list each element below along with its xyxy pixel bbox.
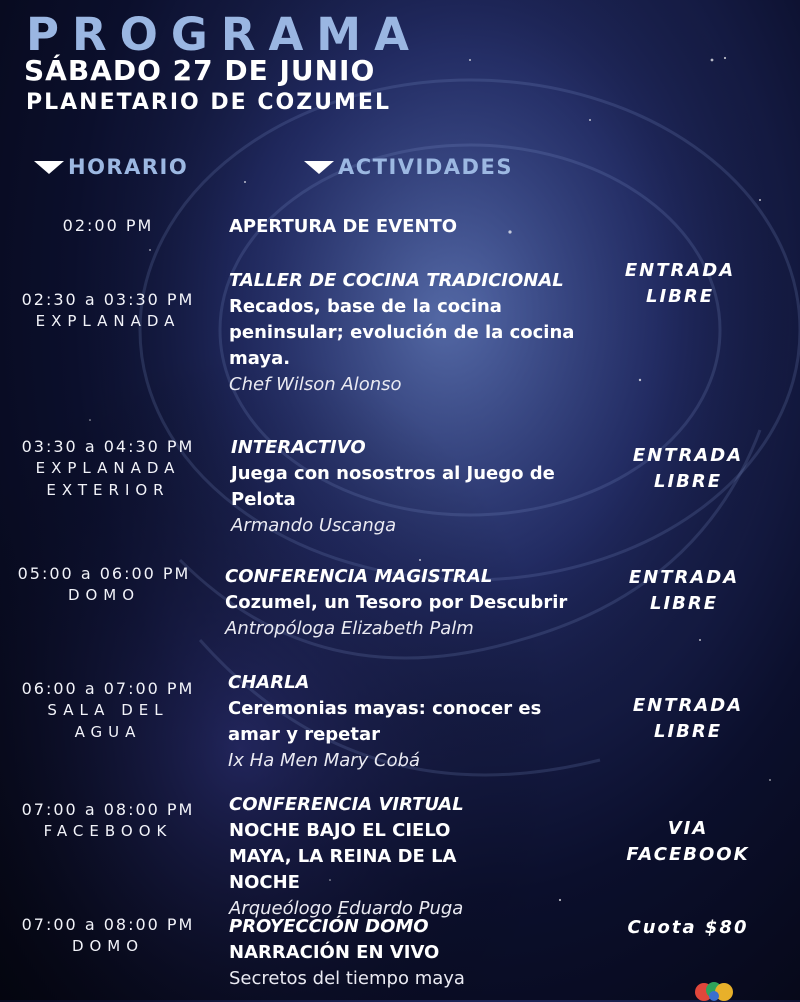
event-presenter: Armando Uscanga bbox=[231, 515, 397, 536]
event-fee: ENTRADA LIBRE bbox=[632, 695, 744, 742]
colorful-swirl-logo bbox=[690, 972, 750, 1002]
event-description: Recados, base de la cocina peninsular; evolución de la cocina maya. bbox=[229, 296, 575, 369]
event-activity bbox=[231, 435, 581, 539]
event-place: DOMO bbox=[67, 586, 141, 605]
event-presenter: Ix Ha Men Mary Cobá bbox=[228, 750, 421, 771]
event-schedule bbox=[18, 677, 198, 744]
event-schedule bbox=[18, 435, 198, 502]
event-title: CONFERENCIA MAGISTRAL bbox=[225, 566, 493, 587]
program-title: PROGRAMA bbox=[26, 8, 422, 61]
event-title: CONFERENCIA VIRTUAL bbox=[229, 794, 464, 815]
column-header-label: ACTIVIDADES bbox=[338, 155, 513, 179]
event-presenter: Secretos del tiempo maya bbox=[229, 968, 465, 989]
event-fee: VIA FACEBOOK bbox=[626, 818, 750, 865]
event-description: NARRACIÓN EN VIVO bbox=[229, 942, 440, 963]
event-place: SALA DEL AGUA bbox=[47, 701, 169, 741]
event-venue: PLANETARIO DE COZUMEL bbox=[26, 90, 391, 115]
event-title: TALLER DE COCINA TRADICIONAL bbox=[229, 270, 564, 291]
event-activity bbox=[229, 914, 624, 992]
event-date: SÁBADO 27 DE JUNIO bbox=[24, 54, 376, 87]
event-activity bbox=[225, 564, 620, 642]
event-description: Juega con nosostros al Juego de Pelota bbox=[231, 463, 555, 510]
event-time: 03:30 a 04:30 PM bbox=[21, 437, 195, 456]
event-fee: ENTRADA LIBRE bbox=[628, 567, 740, 614]
event-fee: ENTRADA LIBRE bbox=[624, 260, 736, 307]
event-schedule bbox=[18, 288, 198, 333]
event-presenter: Antropóloga Elizabeth Palm bbox=[225, 618, 474, 639]
event-time: 05:00 a 06:00 PM bbox=[17, 564, 191, 583]
event-place: FACEBOOK bbox=[43, 822, 173, 841]
column-header-actividades bbox=[304, 157, 513, 178]
event-description: NOCHE BAJO EL CIELO MAYA, LA REINA DE LA NOCHE bbox=[229, 820, 457, 893]
event-place: EXPLANADA bbox=[35, 312, 181, 331]
event-time: 02:00 PM bbox=[62, 216, 154, 235]
event-title: PROYECCIÓN DOMO bbox=[229, 916, 429, 937]
event-time: 06:00 a 07:00 PM bbox=[21, 679, 195, 698]
event-presenter: Arqueólogo Eduardo Puga bbox=[229, 898, 464, 919]
event-activity bbox=[229, 268, 589, 398]
event-fee: Cuota $80 bbox=[627, 917, 749, 938]
event-place: EXPLANADA EXTERIOR bbox=[35, 459, 181, 499]
event-presenter: Chef Wilson Alonso bbox=[229, 374, 402, 395]
triangle-down-icon bbox=[34, 161, 64, 174]
event-activity bbox=[228, 670, 568, 774]
column-header-label: HORARIO bbox=[68, 155, 189, 179]
column-header-horario bbox=[34, 157, 188, 178]
event-fee: ENTRADA LIBRE bbox=[632, 445, 744, 492]
event-schedule bbox=[14, 562, 194, 607]
event-description: APERTURA DE EVENTO bbox=[229, 216, 458, 237]
event-description: Ceremonias mayas: conocer es amar y repetar bbox=[228, 698, 542, 745]
event-time: 07:00 a 08:00 PM bbox=[21, 915, 195, 934]
event-place: DOMO bbox=[71, 937, 145, 956]
event-title: INTERACTIVO bbox=[231, 437, 366, 458]
event-activity bbox=[229, 214, 624, 240]
event-description: Cozumel, un Tesoro por Descubrir bbox=[225, 592, 568, 613]
event-title: CHARLA bbox=[228, 672, 310, 693]
event-time: 02:30 a 03:30 PM bbox=[21, 290, 195, 309]
event-activity bbox=[229, 792, 519, 922]
event-time: 07:00 a 08:00 PM bbox=[21, 800, 195, 819]
event-schedule bbox=[18, 913, 198, 958]
event-schedule bbox=[18, 798, 198, 843]
triangle-down-icon bbox=[304, 161, 334, 174]
